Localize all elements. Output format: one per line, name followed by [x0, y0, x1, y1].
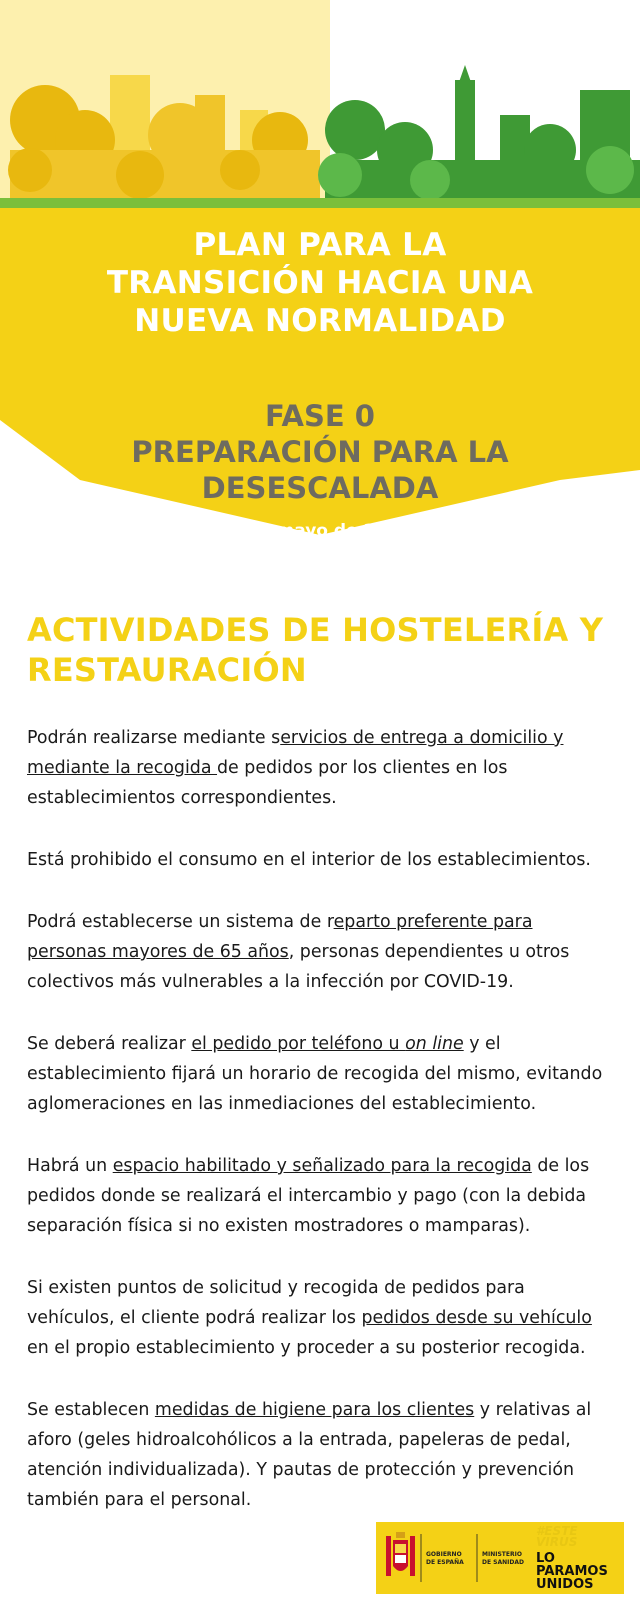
paragraph-text: Si existen puntos de solicitud y recogida de pedidos para vehículos, el cliente podrá realizar los: [27, 1278, 525, 1328]
underlined-text: espacio habilitado y señalizado para la recogida: [112, 1156, 532, 1176]
campaign-slogan: PARAMOS: [536, 1564, 608, 1579]
underlined-text: ervicios de entrega a domicilio y mediante la recogida: [27, 728, 564, 778]
underlined-text: pedidos desde su vehículo: [361, 1308, 592, 1328]
underlined-text: eparto preferente para personas mayores de 65 años: [27, 912, 533, 962]
underlined-text: medidas de higiene para los clientes: [154, 1400, 475, 1420]
paragraph-text: y relativas al aforo (geles hidroalcohólicos a la entrada, papeleras de pedal, atención individualizada). Y pautas de protección y prevención también para el personal.: [27, 1400, 592, 1510]
paragraph: [27, 723, 617, 813]
paragraph-text: y el establecimiento fijará un horario de recogida del mismo, evitando aglomeraciones en las inmediaciones del establecimiento.: [27, 1034, 603, 1114]
green-city-skyline: [318, 65, 640, 205]
plan-title-line: NUEVA NORMALIDAD: [134, 303, 506, 339]
plan-title-line: PLAN PARA LA: [193, 227, 447, 263]
paragraph-text: de pedidos por los clientes en los establecimientos correspondientes.: [27, 758, 508, 808]
campaign-slogan: LO: [536, 1551, 555, 1566]
paragraph-text: en el propio establecimiento y proceder a su posterior recogida.: [27, 1338, 586, 1358]
paragraph: [27, 845, 617, 875]
paragraph-text: Podrán realizarse mediante s: [27, 728, 281, 748]
campaign-slogan: UNIDOS: [536, 1577, 594, 1592]
paragraph: [27, 1151, 617, 1241]
campaign-hashtag: VIRUS: [536, 1535, 578, 1549]
phase-title-line: DESESCALADA: [201, 471, 439, 505]
paragraph-text: Habrá un: [27, 1156, 113, 1176]
campaign-hashtag: #ESTE: [536, 1524, 578, 1538]
underlined-text: el pedido por teléfono u: [191, 1034, 406, 1054]
paragraph: [27, 907, 617, 997]
paragraph-text: Podrá establecerse un sistema de r: [27, 912, 334, 932]
phase-title: [0, 398, 640, 506]
phase-title-line: FASE 0: [265, 399, 375, 433]
paragraph-text: , personas dependientes u otros colectivos más vulnerables a la infección por COVID-19.: [27, 942, 570, 992]
section-title: [27, 610, 627, 690]
phase-title-line: PREPARACIÓN PARA LA: [131, 435, 509, 469]
section-title-line: ACTIVIDADES DE HOSTELERÍA Y: [27, 611, 604, 649]
paragraph: [27, 1029, 617, 1119]
section-title-line: RESTAURACIÓN: [27, 651, 307, 689]
gov-label: DE ESPAÑA: [426, 1559, 464, 1566]
plan-title-line: TRANSICIÓN HACIA UNA: [106, 265, 534, 301]
ministry-label: MINISTERIO: [482, 1551, 522, 1558]
paragraph-text: Se establecen: [27, 1400, 155, 1420]
plan-title: [0, 226, 640, 340]
gov-label: GOBIERNO: [426, 1551, 462, 1558]
paragraph-text: de los pedidos donde se realizará el intercambio y pago (con la debida separación física si no existen mostradores o mamparas).: [27, 1156, 590, 1236]
paragraph: [27, 1273, 617, 1363]
publication-date: 4 de mayo de 2020: [229, 521, 411, 541]
underlined-text: on line: [405, 1034, 464, 1054]
footer-logos: [376, 1522, 624, 1594]
ministry-label: DE SANIDAD: [482, 1559, 524, 1566]
paragraph: [27, 1395, 617, 1515]
paragraph-text: Está prohibido el consumo en el interior de los establecimientos.: [27, 850, 591, 870]
paragraph-text: Se deberá realizar: [27, 1034, 192, 1054]
body-text: [27, 723, 617, 1547]
